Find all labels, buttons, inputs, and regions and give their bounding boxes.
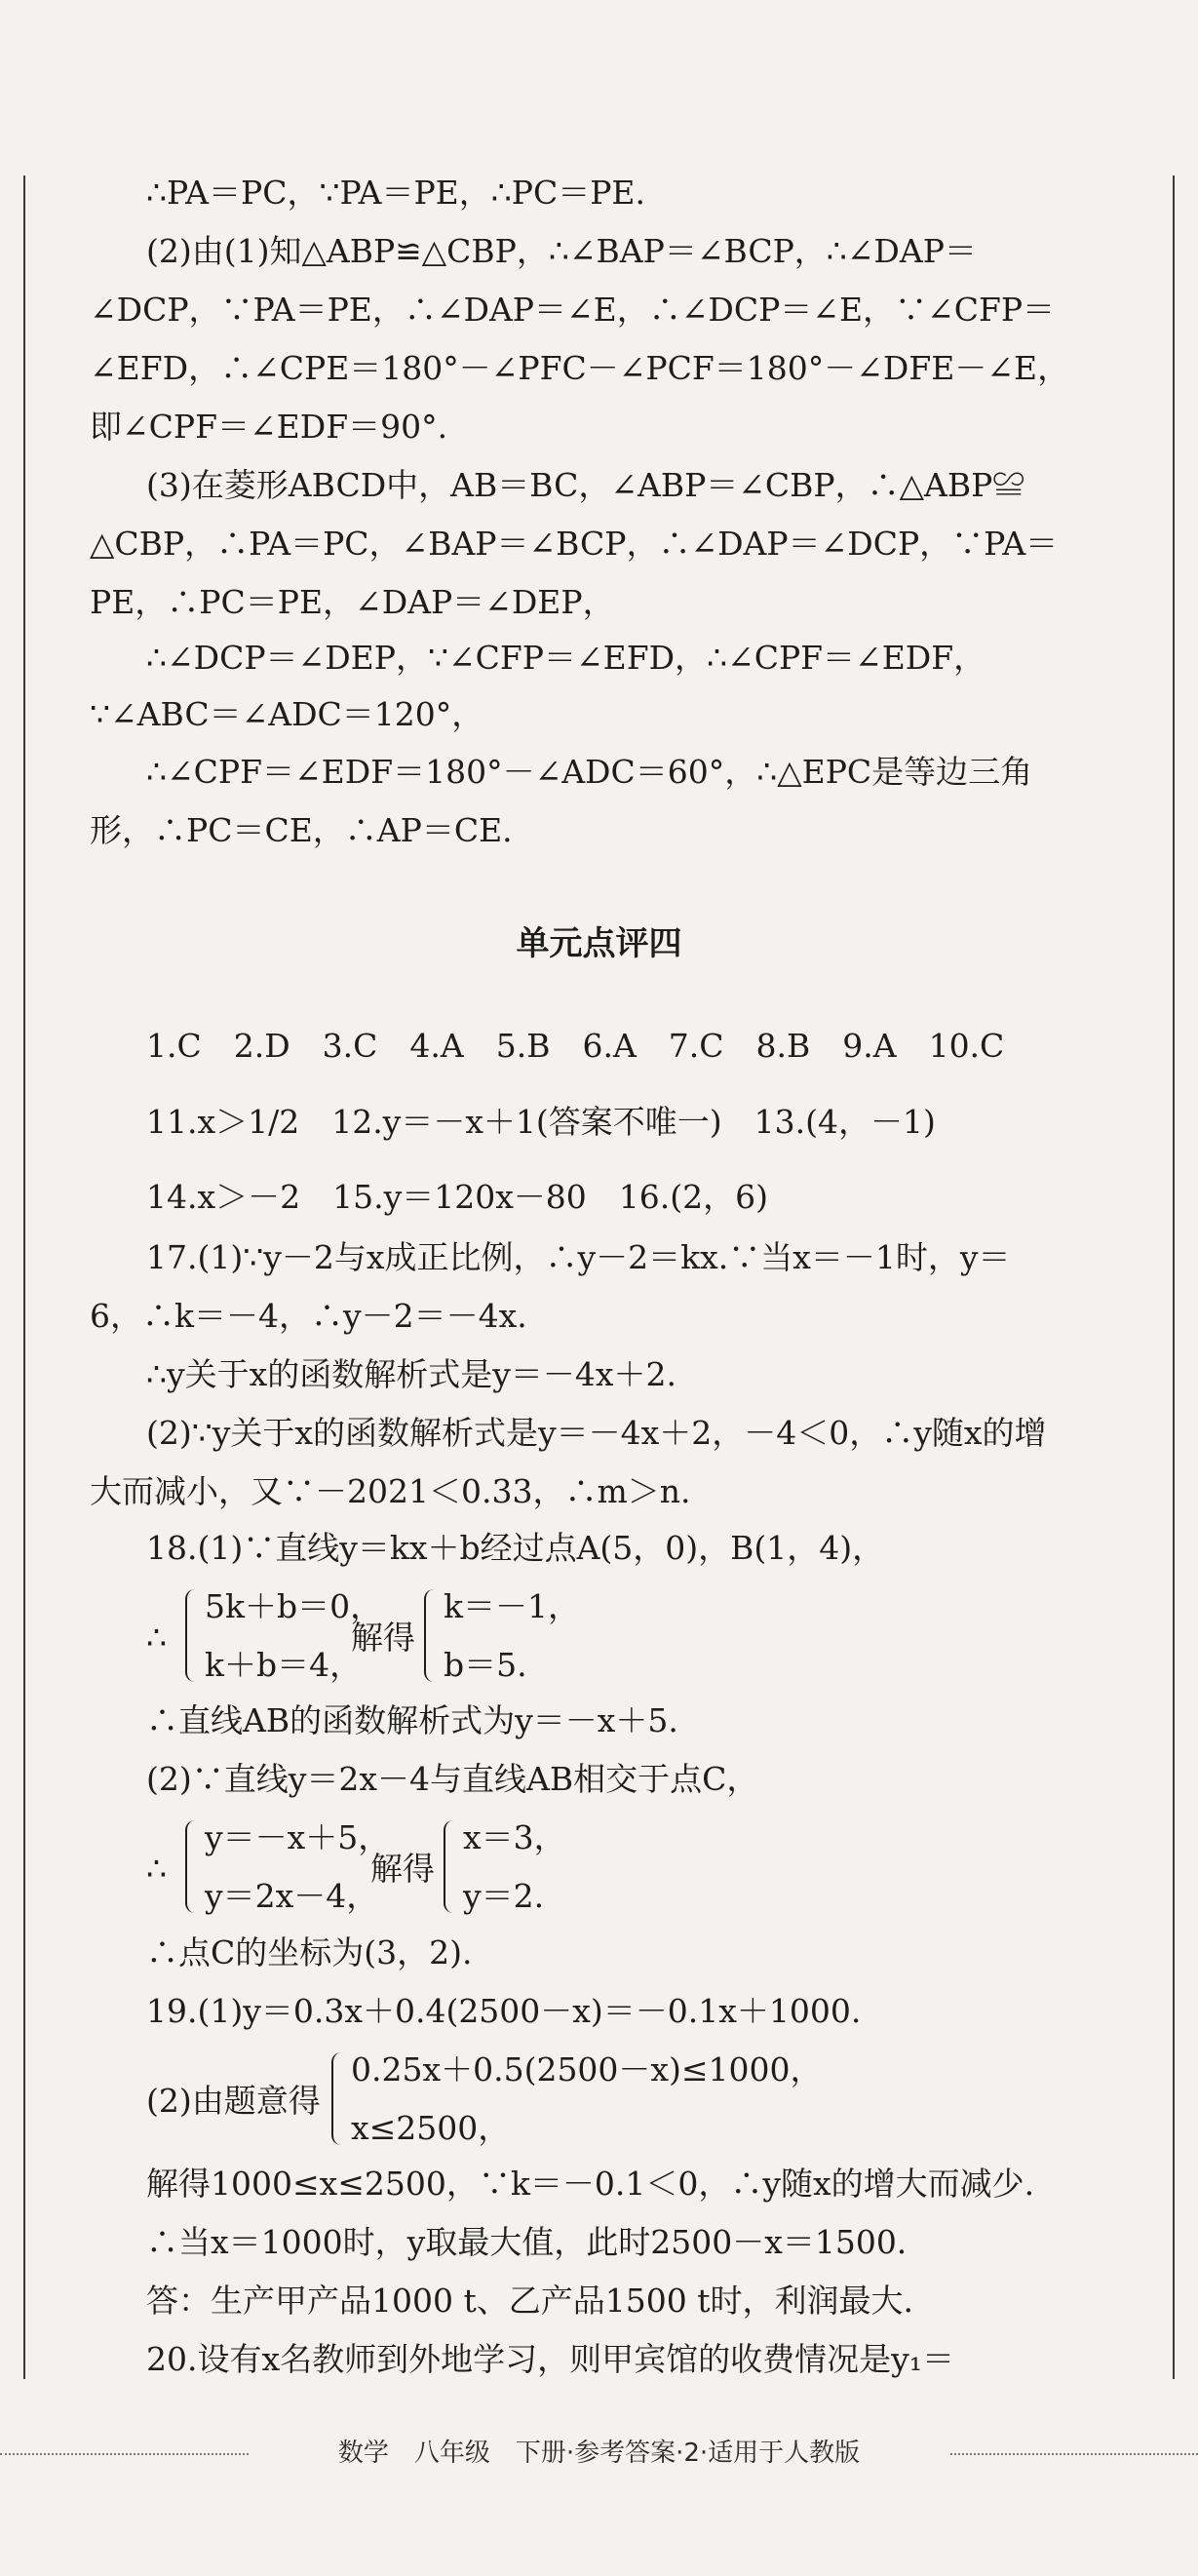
answer-line: 答：生产甲产品1000 t、乙产品1500 t时，利润最大. (146, 2282, 913, 2320)
text-line: △CBP，∴PA＝PC，∠BAP＝∠BCP，∴∠DAP＝∠DCP，∵PA＝ (90, 525, 1059, 563)
system-equation: y＝2x－4， (205, 1877, 379, 1915)
answer-line: 大而减小，又∵－2021＜0.33，∴m＞n. (90, 1472, 691, 1510)
answer-line: 14.x＞－2 15.y＝120x－80 16.(2，6) (146, 1178, 769, 1216)
system-inequality: 0.25x＋0.5(2500－x)≤1000， (351, 2050, 823, 2088)
left-brace (185, 1820, 203, 1913)
left-margin-rule (23, 176, 25, 2379)
answer-line: 17.(1)∵y－2与x成正比例，∴y－2＝kx.∵当x＝－1时，y＝ (146, 1238, 1011, 1276)
system-prefix: ∴ (146, 1619, 167, 1657)
system-equation: 5k＋b＝0， (205, 1587, 383, 1625)
answer-line: 19.(1)y＝0.3x＋0.4(2500－x)＝－0.1x＋1000. (146, 1992, 862, 2030)
system-equation: y＝－x＋5， (205, 1818, 391, 1856)
section-heading: 单元点评四 (516, 924, 682, 963)
answer-line: 解得1000≤x≤2500，∵k＝－0.1＜0，∴y随x的增大而减少. (146, 2165, 1035, 2203)
right-margin-rule (1173, 176, 1175, 2379)
answer-line: 6，∴k＝－4，∴y－2＝－4x. (90, 1297, 527, 1335)
answer-line: ∴y关于x的函数解析式是y＝－4x＋2. (146, 1355, 676, 1393)
text-line: ∵∠ABC＝∠ADC＝120°， (90, 695, 484, 733)
text-line: 形，∴PC＝CE，∴AP＝CE. (90, 811, 513, 849)
system-solution: y＝2. (463, 1877, 545, 1915)
text-line: (3)在菱形ABCD中，AB＝BC，∠ABP＝∠CBP，∴△ABP≌ (146, 466, 1025, 504)
text-line: ∴∠CPF＝∠EDF＝180°－∠ADC＝60°，∴△EPC是等边三角 (146, 753, 1033, 791)
text-line: ∴PA＝PC，∵PA＝PE，∴PC＝PE. (146, 174, 645, 212)
answer-line: (2)∵y关于x的函数解析式是y＝－4x＋2，－4＜0，∴y随x的增 (146, 1414, 1047, 1452)
system-solution: x＝3， (463, 1818, 566, 1856)
footer-dotted-rule (950, 2453, 1198, 2455)
answer-line: (2)∵直线y＝2x－4与直线AB相交于点C， (146, 1760, 759, 1798)
page-footer: 数学 八年级 下册·参考答案·2·适用于人教版 (337, 2439, 861, 2468)
system-solution: k＝－1， (444, 1587, 580, 1625)
answer-line: 11.x＞1/2 12.y＝－x＋1(答案不唯一) 13.(4，－1) (146, 1103, 936, 1141)
answer-line: ∴直线AB的函数解析式为y＝－x＋5. (146, 1701, 678, 1739)
left-brace (185, 1589, 203, 1682)
system-prefix: ∴ (146, 1850, 167, 1888)
answer-line: 1.C 2.D 3.C 4.A 5.B 6.A 7.C 8.B 9.A 10.C (146, 1027, 1005, 1065)
text-line: 即∠CPF＝∠EDF＝90°. (90, 408, 448, 446)
text-line: PE，∴PC＝PE，∠DAP＝∠DEP， (90, 583, 615, 621)
system-equation: k＋b＝4， (205, 1646, 363, 1684)
answer-line: ∴当x＝1000时，y取最大值，此时2500－x＝1500. (146, 2223, 908, 2261)
left-brace (331, 2052, 349, 2145)
text-line: ∴∠DCP＝∠DEP，∵∠CFP＝∠EFD，∴∠CPF＝∠EDF， (146, 639, 986, 677)
text-line: ∠EFD，∴∠CPE＝180°－∠PFC－∠PCF＝180°－∠DFE－∠E， (90, 349, 1070, 387)
answer-line: 20.设有x名教师到外地学习，则甲宾馆的收费情况是y₁＝ (146, 2340, 954, 2378)
solve-label: 解得 (351, 1619, 415, 1657)
left-brace (444, 1820, 461, 1913)
system-inequality: x≤2500， (351, 2109, 511, 2147)
system-solution: b＝5. (444, 1646, 527, 1684)
left-brace (424, 1589, 442, 1682)
text-line: (2)由(1)知△ABP≌△CBP，∴∠BAP＝∠BCP，∴∠DAP＝ (146, 232, 977, 270)
text-line: ∠DCP，∵PA＝PE，∴∠DAP＝∠E，∴∠DCP＝∠E，∵∠CFP＝ (90, 291, 1056, 329)
answer-line: 18.(1)∵直线y＝kx＋b经过点A(5，0)，B(1，4)， (146, 1529, 885, 1567)
solve-label: 解得 (370, 1850, 435, 1888)
answer-line: ∴点C的坐标为(3，2). (146, 1933, 473, 1971)
system-prefix: (2)由题意得 (146, 2082, 321, 2120)
